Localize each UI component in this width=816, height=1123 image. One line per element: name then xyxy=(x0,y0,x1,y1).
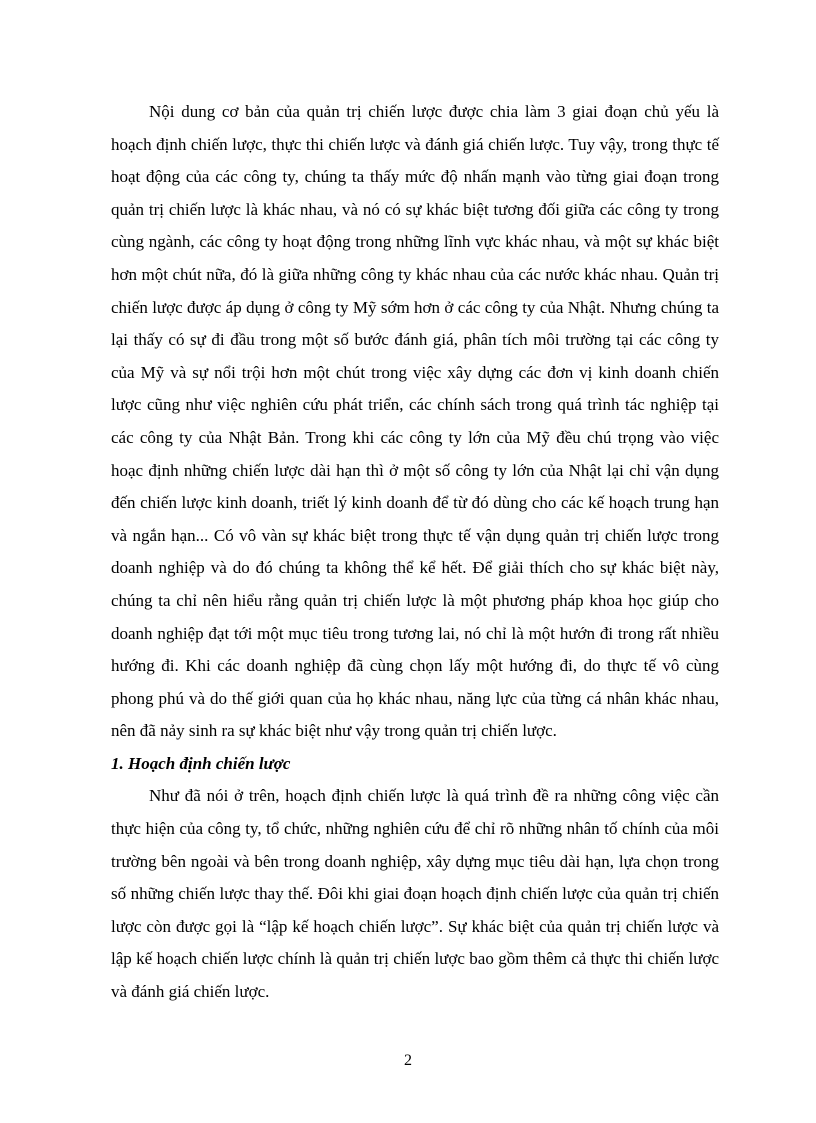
body-paragraph: Nội dung cơ bản của quản trị chiến lược được chia làm 3 giai đoạn chủ yếu là hoạch định chiến lược, thực thi chiến lược và đánh giá chiến lược. Tuy vậy, trong thực tế hoạt động của các công ty, chúng ta thấy mức độ nhấn mạnh vào từng giai đoạn trong quản trị chiến lược là khác nhau, và nó có sự khác biệt tương đối giữa các công ty trong cùng ngành, các công ty hoạt động trong những lĩnh vực khác nhau, và một sự khác biệt hơn một chút nữa, đó là giữa những công ty khác nhau của các nước khác nhau. Quản trị chiến lược được áp dụng ở công ty Mỹ sớm hơn ở các công ty của Nhật. Nhưng chúng ta lại thấy có sự đi đầu trong một số bước đánh giá, phân tích môi trường tại các công ty của Mỹ và sự nổi trội hơn một chút trong việc xây dựng các đơn vị kinh doanh chiến lược cũng như việc nghiên cứu phát triển, các chính sách trong quá trình tác nghiệp tại các công ty của Nhật Bản. Trong khi các công ty lớn của Mỹ đều chú trọng vào việc hoạc định những chiến lược dài hạn thì ở một số công ty lớn của Nhật lại chỉ vận dụng đến chiến lược kinh doanh, triết lý kinh doanh để từ đó dùng cho các kế hoạch trung hạn và ngắn hạn... Có vô vàn sự khác biệt trong thực tế vận dụng quản trị chiến lược trong doanh nghiệp và do đó chúng ta không thể kể hết. Để giải thích cho sự khác biệt này, chúng ta chỉ nên hiểu rằng quản trị chiến lược là một phương pháp khoa học giúp cho doanh nghiệp đạt tới một mục tiêu trong tương lai, nó chỉ là một hướn đi trong rất nhiều hướng đi. Khi các doanh nghiệp đã cùng chọn lấy một hướng đi, do thực tế vô cùng phong phú và do thế giới quan của họ khác nhau, năng lực của từng cá nhân khác nhau, nên đã nảy sinh ra sự khác biệt như vậy trong quản trị chiến lược. xyxy=(111,102,719,741)
section-paragraph: Như đã nói ở trên, hoạch định chiến lược là quá trình đề ra những công việc cần thực hiện của công ty, tổ chức, những nghiên cứu để chỉ rõ những nhân tố chính của môi trường bên ngoài và bên trong doanh nghiệp, xây dựng mục tiêu dài hạn, lựa chọn trong số những chiến lược thay thế. Đôi khi giai đoạn hoạch định chiến lược của quản trị chiến lược còn được gọi là “lập kế hoạch chiến lược”. Sự khác biệt của quản trị chiến lược và lập kế hoạch chiến lược chính là quản trị chiến lược bao gồm thêm cả thực thi chiến lược và đánh giá chiến lược. xyxy=(111,786,719,1002)
page-content xyxy=(111,96,719,1009)
page-number: 2 xyxy=(404,1052,412,1069)
section-heading: 1. Hoạch định chiến lược xyxy=(111,753,291,773)
